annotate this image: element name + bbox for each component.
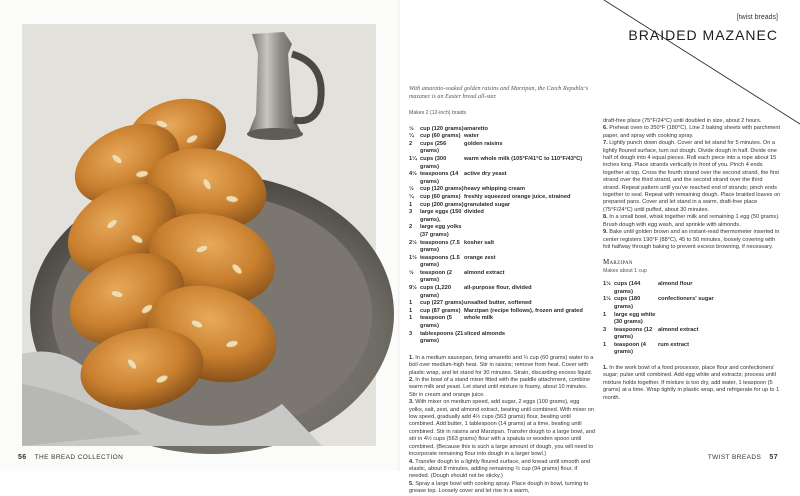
ingredient-measure: cups (180 grams) [614,296,641,310]
ingredient-row [409,202,595,210]
ingredient-row [409,270,595,285]
yield-text: Makes 2 (12-inch) braids [409,110,467,117]
category-label: [twist breads] [736,14,778,21]
method-step [409,377,595,399]
ingredient-measure: teaspoon (4 grams) [614,341,646,356]
ingredient-measure: cups (256 grams) [420,140,447,155]
ingredient-quantity: 1 [409,315,413,322]
ingredient-quantity: ½ [409,186,414,193]
step-text: In the bowl of a stand mixer fitted with the paddle attachment, combine warm milk and yeast. Let stand until mixture is foamy, about 10 minutes. Stir in cream and orange juice. [409,377,590,398]
ingredient-quantity: ¼ [409,133,414,140]
method-step [409,459,595,481]
method-step [603,214,781,229]
ingredient-row [409,315,595,330]
method-steps-continued [603,118,781,251]
ingredient-description: whole milk [464,315,494,322]
method-step [603,140,781,214]
ingredient-description: orange zest [464,254,496,261]
ingredient-description: heavy whipping cream [464,186,526,193]
ingredient-description: almond flour [658,281,693,288]
step-number: 3. [409,399,416,406]
left-page [0,0,400,471]
ingredient-quantity: 1 [409,307,413,314]
ingredient-list [409,126,595,346]
ingredient-description: warm whole milk (105°F/41°C to 110°F/43°C) [464,155,583,162]
ingredient-quantity: 9½ [409,285,417,292]
left-folio [18,454,123,461]
method-step [603,229,781,251]
ingredient-row [409,255,595,270]
ingredient-description [658,312,781,327]
step-number: 7. [603,140,610,147]
ingredient-quantity: ½ [409,125,414,132]
ingredient-quantity: 2 [409,224,413,231]
ingredient-row [409,133,595,141]
method-step [409,355,595,377]
marzipan-title: Marzipan [603,258,633,267]
ingredient-description: all-purpose flour, divided [464,285,532,292]
ingredient-row [409,224,595,239]
method-step [603,118,781,125]
step-text: With mixer on medium speed, add sugar, 2 eggs (100 grams), egg yolks, salt, zest, and almond extract, beating until combined. With mixer on low speed, gradually add 4½ cups (563 grams) flour, beating until combined. Add butter, 1 tablespoon (14 grams) at a time, beating until combined. Stir in raisins and Marzipan. Transfer dough to a large bowl, and stir in 4½ cups (563 grams) flour with a spatula or wooden spoon until combined. (Because this is such a large amount of dough, you will need to incorporate remaining flour into dough in a larger bowl.) [409,399,595,458]
step-text: Lightly punch down dough. Cover and let stand for 5 minutes. On a lightly floured surface, turn out dough. Divide dough in half. Divide one half of dough into 4 equal pieces. Roll each piece into a rope about 15 inches long. Place strands vertically in front of you. Pinch 4 ends together at top. Cross the fourth strand over the second strand, the first strand over the third strand, and the second strand over the third strand. Repeat pattern until you've reached end of strands; pinch ends together to seal. Repeat with remaining dough. Place braided loaves on prepared pans. Cover and let stand in a warm, draft-free place (75°F/24°C) until puffed, about 30 minutes. [603,140,781,213]
ingredient-quantity: ½ [409,269,414,276]
ingredient-measure: teaspoons (12 grams) [614,326,653,341]
ingredient-quantity: 2½ [409,239,417,246]
method-step [409,481,595,496]
ingredient-description: kosher salt [464,239,495,246]
step-number: 6. [603,125,610,132]
ingredient-row [409,285,595,300]
ingredient-description: almond extract [658,326,699,333]
step-text: Spray a large bowl with cooking spray. Place dough in bowl, turning to grease top. Loosely cover and let rise in a warm, [409,480,589,495]
marzipan-yield: Makes about 1 cup [603,267,647,274]
ingredient-quantity: 3 [409,209,413,216]
recipe-column-left [409,86,595,496]
ingredient-row [603,342,781,357]
step-text: In the work bowl of a food processor, place flour and confectioners' sugar; pulse until combined. Add egg white and extracts; process until mixture holds together. If mixture is too dry, add water, 1 teaspoon (5 grams) at a time. Wrap tightly in plastic wrap, and refrigerate for up to 1 month. [603,365,780,401]
ingredient-description: freshly squeezed orange juice, strained [464,193,571,200]
ingredient-description: active dry yeast [464,171,507,178]
step-number: 5. [409,480,416,487]
ingredient-row [409,331,595,346]
right-folio [708,454,778,461]
step-number: 2. [409,377,416,384]
recipe-intro: With amaretto-soaked golden raisins and Marzipan, the Czech Republic's mazanec is an Easter bread all-star. [409,86,589,100]
ingredient-measure: tablespoons (21 grams) [420,330,464,345]
ingredient-measure: teaspoon (2 grams) [420,269,452,284]
step-text: draft-free place (75°F/24°C) until doubled in size, about 2 hours. [603,118,762,124]
ingredient-row [409,300,595,308]
step-number: 4. [409,458,416,465]
ingredient-description: golden raisins [464,140,503,147]
ingredient-row [409,308,595,316]
ingredient-description: unsalted butter, softened [464,300,532,307]
marzipan-method-steps [603,365,781,402]
method-step [603,365,781,402]
method-step [409,399,595,458]
ingredient-description: divided [464,209,484,216]
ingredient-measure: cups (1,220 grams) [420,285,451,299]
ingredient-measure: large eggs (150 grams), [420,209,462,223]
ingredient-measure: cup (87 grams) [420,307,461,314]
left-section-name: THE BREAD COLLECTION [34,454,124,461]
step-text: Bake until golden brown and an instant-read thermometer inserted in center registers 190°F (88°C), 45 to 50 minutes, loosely covering with foil halfway through baking to prevent excess browning, if necessary. [603,229,780,250]
ingredient-quantity: ¼ [409,193,414,200]
ingredient-measure: cups (300 grams) [420,155,447,170]
ingredient-quantity: 3 [603,326,607,333]
ingredient-measure: cup (120 grams) [420,125,464,132]
left-page-number: 56 [18,454,27,461]
ingredient-description: almond extract [464,269,505,276]
ingredient-row [603,296,781,311]
method-steps [409,355,595,496]
ingredient-measure: large egg yolks (37 grams) [420,224,462,238]
ingredient-row [409,209,595,224]
ingredient-measure: cup (227 grams) [420,300,464,307]
step-number: 9. [603,229,610,236]
ingredient-measure: teaspoons (1.5 grams) [420,254,460,269]
ingredient-measure: teaspoon (5 grams) [420,315,452,330]
ingredient-quantity: 1½ [603,281,611,288]
ingredient-quantity: 2 [409,140,413,147]
ingredient-row [409,186,595,194]
ingredient-row [409,126,595,134]
ingredient-measure: teaspoons (7.5 grams) [420,239,460,254]
right-section-name: TWIST BREADS [707,454,762,461]
ingredient-quantity: 1 [603,341,607,348]
step-text: Transfer dough to a lightly floured surface, and knead until smooth and elastic, about 8 minutes, adding remaining ½ cup (94 grams) flour, if needed. (Dough should not be sticky.) [409,458,591,480]
step-text: In a small bowl, whisk together milk and remaining 1 egg (50 grams). Brush dough with egg wash, and sprinkle with almonds. [603,214,780,228]
ingredient-description: confectioners' sugar [658,296,714,303]
step-number: 8. [603,214,610,221]
ingredient-row [409,141,595,156]
ingredient-row [409,171,595,186]
ingredient-quantity: 1¼ [409,155,417,162]
ingredient-quantity: 1½ [603,296,611,303]
ingredient-row [603,327,781,342]
ingredient-measure: cup (120 grams) [420,186,464,193]
ingredient-quantity: 1 [409,300,413,307]
ingredient-description: granulated sugar [464,201,511,208]
ingredient-description: rum extract [658,341,689,348]
ingredient-description: amaretto [464,125,489,132]
step-number: 1. [409,354,416,361]
ingredient-measure: cup (200 grams) [420,201,464,208]
ingredient-measure: cup (60 grams) [420,193,461,200]
step-text: In a medium saucepan, bring amaretto and ¼ cup (60 grams) water to a boil over medium-high heat. Stir in raisins; remove from heat. Cover with plastic wrap, and let stand for 30 minutes. Strain, discarding excess liquid. [409,354,594,376]
ingredient-row [603,281,781,296]
ingredient-row [409,156,595,171]
ingredient-description [464,224,595,239]
ingredient-description: water [464,133,479,140]
ingredient-description: sliced almonds [464,330,506,337]
ingredient-measure: cups (144 grams) [614,281,641,295]
marzipan-ingredient-list [603,281,781,357]
ingredient-row [409,194,595,202]
ingredient-quantity: 1½ [409,254,417,261]
recipe-title: BRAIDED MAZANEC [628,27,778,43]
ingredient-quantity: 1 [603,311,607,318]
braided-bread-photo [22,24,376,446]
method-step [603,125,781,140]
ingredient-measure: large egg white (30 grams) [614,311,656,326]
ingredient-quantity: 4½ [409,171,417,178]
step-text: Preheat oven to 350°F (180°C). Line 2 baking sheets with parchment paper, and spray with cooking spray. [603,125,781,139]
ingredient-description: Marzipan (recipe follows), frozen and grated [464,307,583,314]
ingredient-measure: cup (60 grams) [420,133,461,140]
ingredient-row [409,240,595,255]
ingredient-quantity: 3 [409,330,413,337]
ingredient-row [603,312,781,327]
step-number: 1. [603,365,610,372]
ingredient-measure: teaspoons (14 grams) [420,171,459,185]
right-page-number: 57 [769,454,778,461]
ingredient-quantity: 1 [409,201,413,208]
recipe-column-right [603,118,781,402]
